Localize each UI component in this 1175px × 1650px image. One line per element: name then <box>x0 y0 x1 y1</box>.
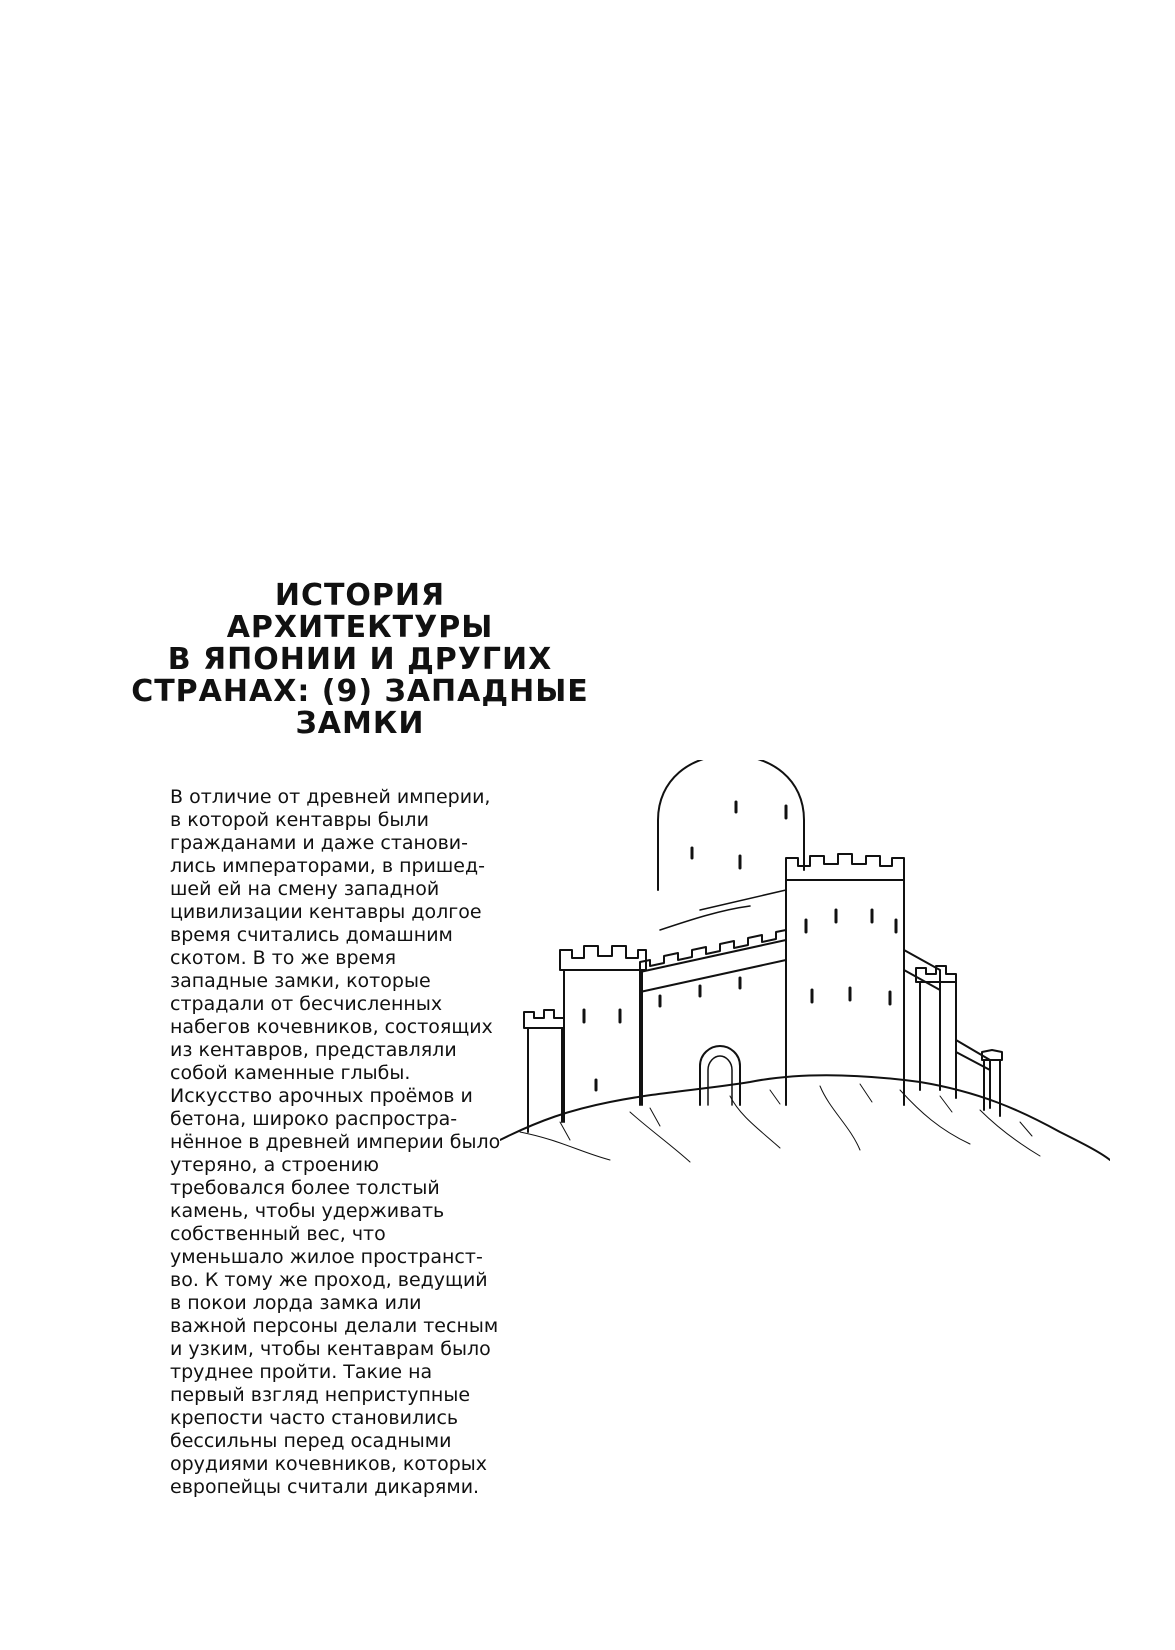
body-line: собственный вес, что <box>170 1223 386 1245</box>
body-line: страдали от бесчисленных <box>170 993 443 1015</box>
far-right-small-tower <box>982 1050 1002 1116</box>
body-line: в покои лорда замка или <box>170 1292 422 1314</box>
left-tower-battlements <box>560 946 646 970</box>
title-line: АРХИТЕКТУРЫ <box>226 610 494 645</box>
wall-windows <box>660 978 740 1006</box>
body-line: гражданами и даже станови- <box>170 832 468 854</box>
keep-roof-slope <box>660 890 786 930</box>
body-line: камень, чтобы удерживать <box>170 1200 445 1222</box>
body-line: бессильны перед осадными <box>170 1430 452 1452</box>
title-line: ЗАМКИ <box>295 706 425 741</box>
body-line: утеряно, а строению <box>170 1154 379 1176</box>
body-line: лись императорами, в пришед- <box>170 855 485 877</box>
body-line: западные замки, которые <box>170 970 431 992</box>
keep-tower <box>658 760 804 890</box>
keep-window <box>692 802 786 868</box>
title-line: СТРАНАХ: (9) ЗАПАДНЫЕ <box>131 674 589 709</box>
body-line: важной персоны делали тесным <box>170 1315 499 1337</box>
castle-illustration <box>500 760 1110 1240</box>
body-line: собой каменные глыбы. <box>170 1062 411 1084</box>
title-line: В ЯПОНИИ И ДРУГИХ <box>167 642 553 677</box>
hill <box>500 1075 1110 1160</box>
body-line: набегов кочевников, состоящих <box>170 1016 493 1038</box>
body-line: требовался более толстый <box>170 1177 440 1199</box>
body-line: в которой кентавры были <box>170 809 429 831</box>
body-line: орудиями кочевников, которых <box>170 1453 488 1475</box>
body-line: цивилизации кентавры долгое <box>170 901 482 923</box>
far-left-tower-battlements <box>524 1010 564 1028</box>
right-tower-windows <box>806 910 896 1004</box>
page-title <box>130 580 590 740</box>
right-small-tower <box>920 982 956 1098</box>
body-line: первый взгляд неприступные <box>170 1384 471 1406</box>
hill-texture <box>520 1084 1040 1162</box>
body-line: В отличие от древней империи, <box>170 786 491 808</box>
body-line: нённое в древней империи было <box>170 1131 501 1153</box>
body-line: во. К тому же проход, ведущий <box>170 1269 488 1291</box>
body-line: шей ей на смену западной <box>170 878 440 900</box>
body-line: Искусство арочных проёмов и <box>170 1085 473 1107</box>
body-line: бетона, широко распростра- <box>170 1108 458 1130</box>
article-body <box>170 786 550 1499</box>
left-tower-windows <box>584 1010 620 1090</box>
body-line: скотом. В то же время <box>170 947 397 969</box>
body-line: труднее пройти. Такие на <box>170 1361 433 1383</box>
gate <box>700 1046 740 1105</box>
body-line: европейцы считали дикарями. <box>170 1476 480 1498</box>
body-line: из кентавров, представляли <box>170 1039 457 1061</box>
body-line: уменьшало жилое пространст- <box>170 1246 483 1268</box>
castle-drawing <box>500 760 1110 1240</box>
right-tower <box>786 880 904 1105</box>
body-line: время считались домашним <box>170 924 453 946</box>
gate-inner <box>708 1056 732 1105</box>
title-line: ИСТОРИЯ <box>274 578 446 613</box>
body-line: крепости часто становились <box>170 1407 459 1429</box>
right-wall <box>904 950 940 1090</box>
body-line: и узким, чтобы кентаврам было <box>170 1338 491 1360</box>
